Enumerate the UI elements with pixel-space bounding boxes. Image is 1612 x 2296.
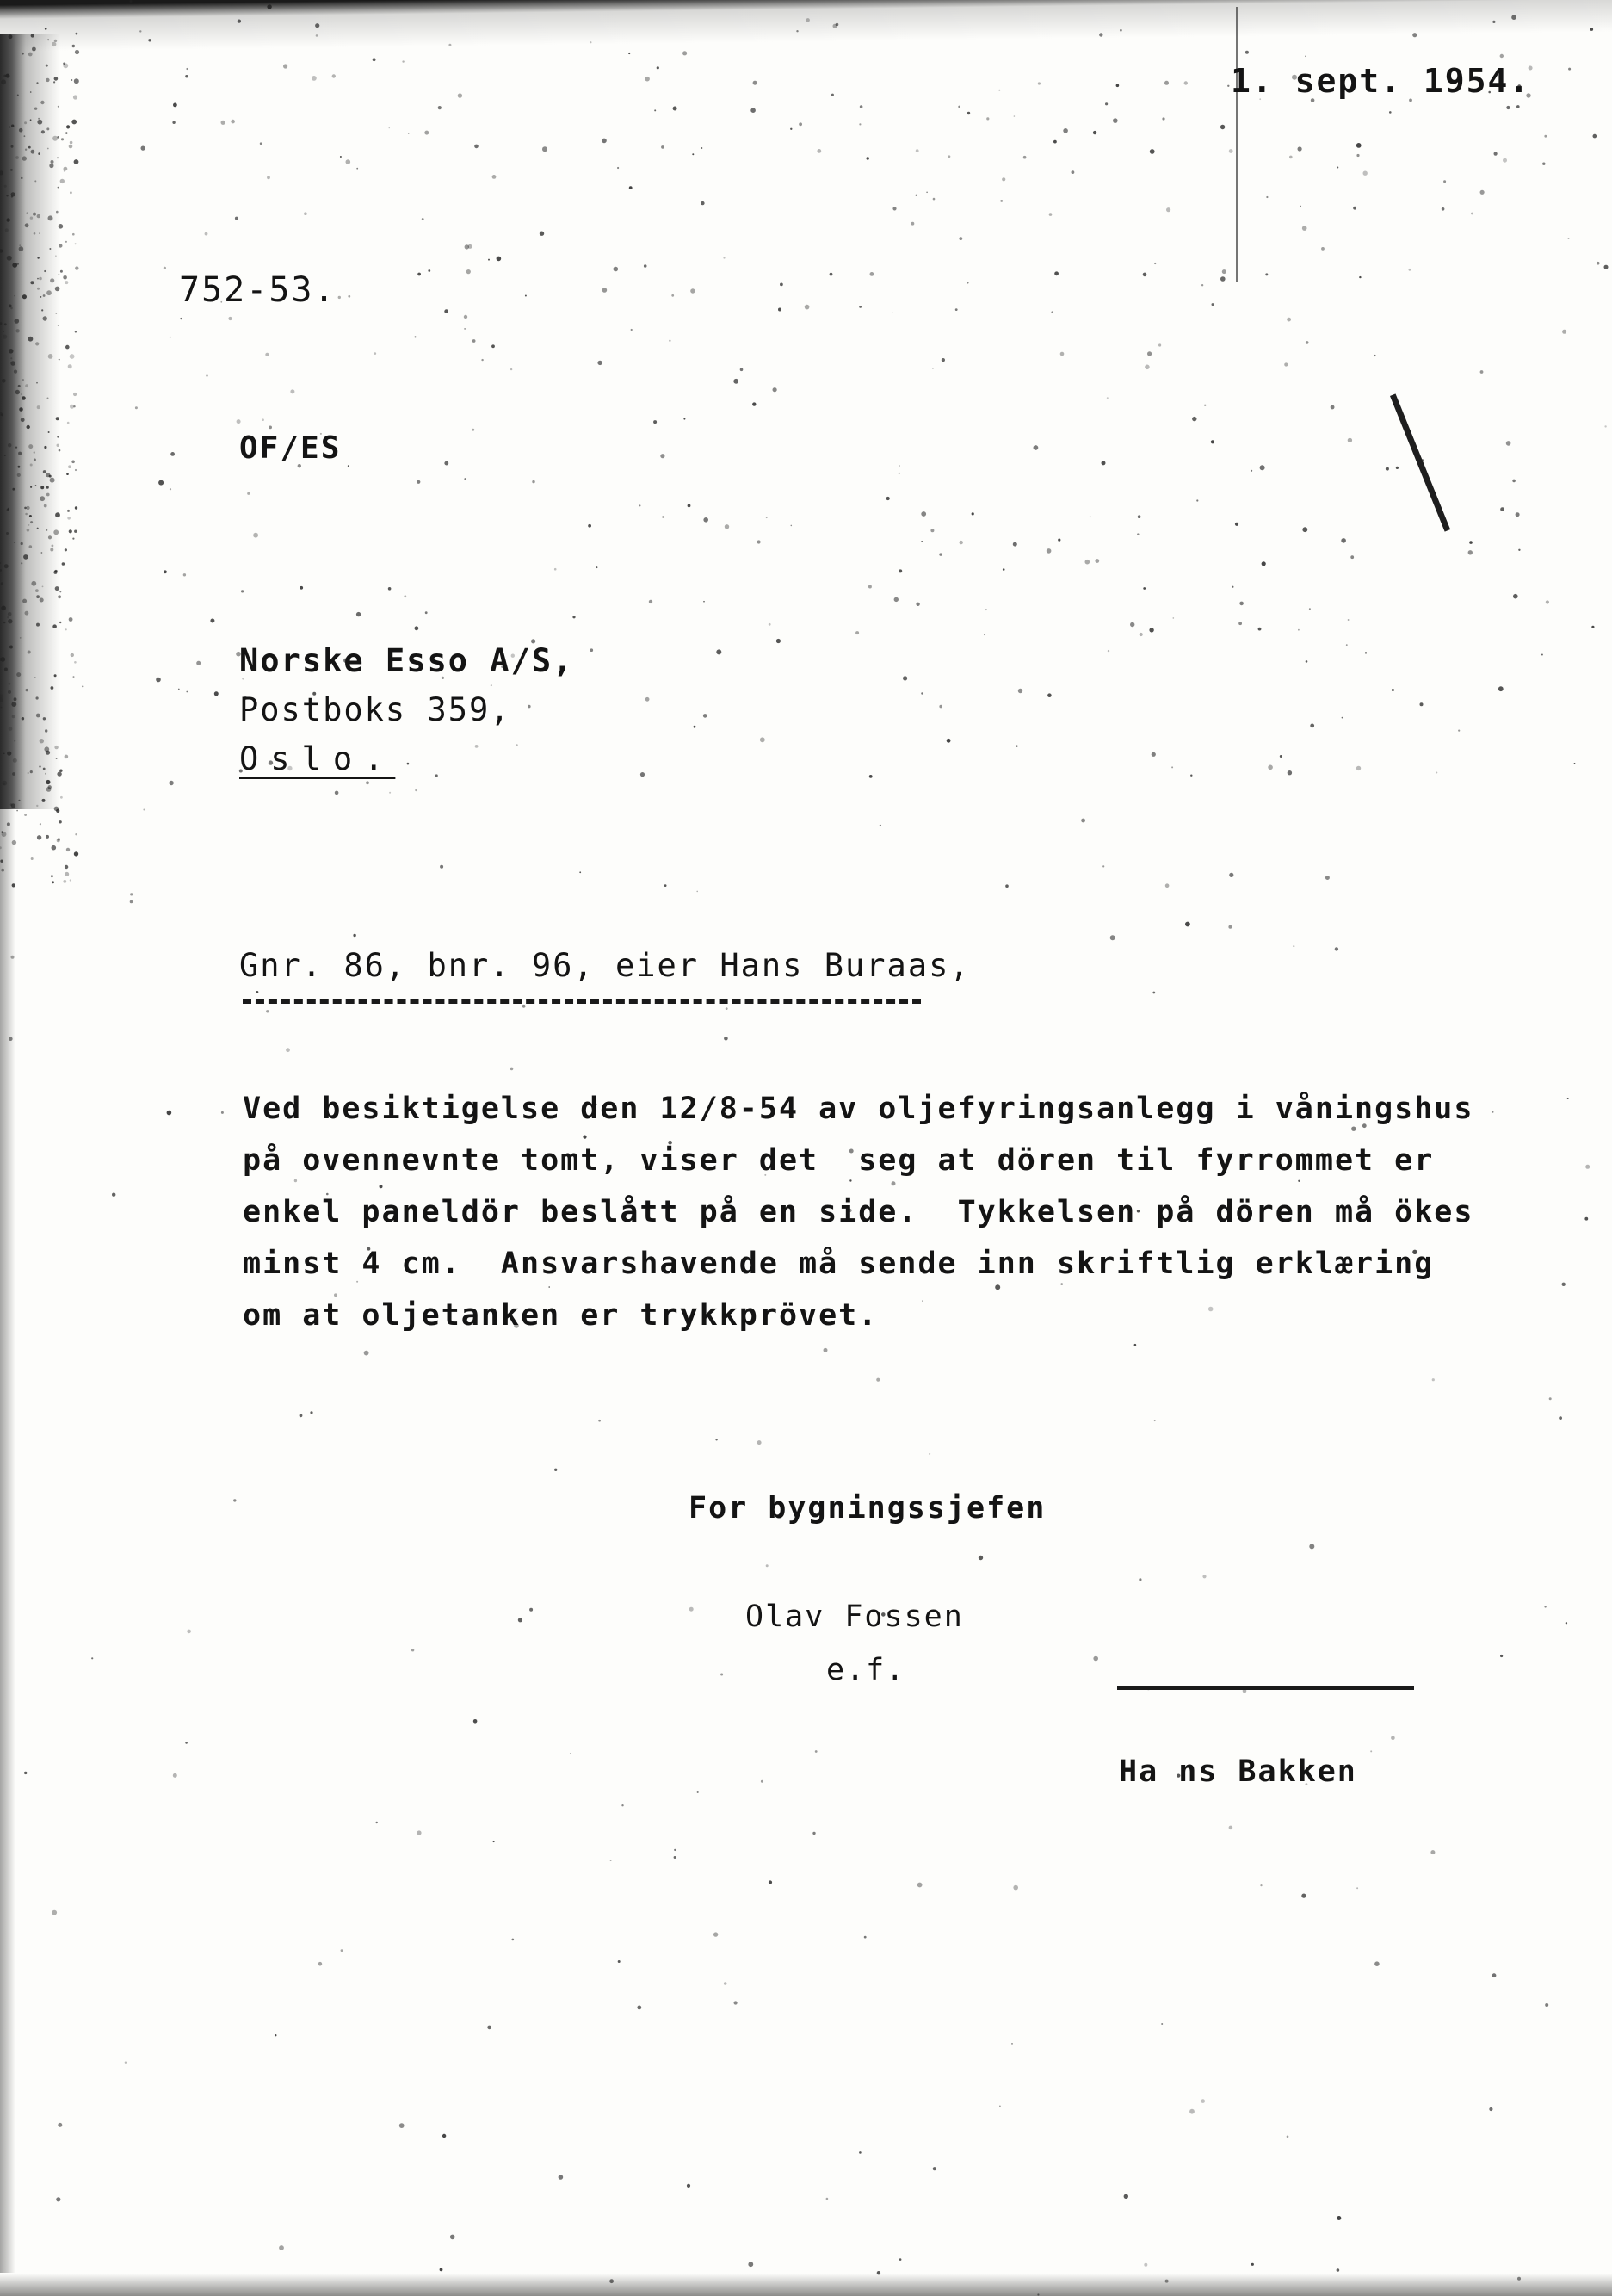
body-line: enkel paneldör beslått på en side. Tykkelsen på dören må ökes bbox=[243, 1195, 1474, 1229]
recipient-line-3: Oslo. bbox=[239, 740, 396, 777]
signature-name: Olav Fossen bbox=[745, 1600, 964, 1634]
signature-rule bbox=[1117, 1686, 1414, 1690]
second-signer-name: Ha ns Bakken bbox=[1119, 1754, 1357, 1789]
signature-for-line: For bygningssjefen bbox=[689, 1491, 1047, 1526]
signature-ef: e.f. bbox=[826, 1653, 906, 1687]
letter-date: 1. sept. 1954. bbox=[1231, 62, 1531, 100]
body-line: om at oljetanken er trykkprövet. bbox=[243, 1298, 879, 1333]
reference-number: 752-53. bbox=[179, 270, 337, 310]
body-line: minst 4 cm. Ansvarshavende må sende inn skriftlig erklæring bbox=[243, 1247, 1435, 1281]
recipient-line-1: Norske Esso A/S, bbox=[239, 642, 574, 679]
recipient-line-2: Postboks 359, bbox=[239, 691, 511, 728]
subject-line: Gnr. 86, bnr. 96, eier Hans Buraas, bbox=[239, 947, 971, 984]
body-line: på ovennevnte tomt, viser det seg at dören til fyrrommet er bbox=[243, 1143, 1435, 1178]
initials: OF/ES bbox=[239, 430, 342, 466]
body-line: Ved besiktigelse den 12/8-54 av oljefyringsanlegg i våningshus bbox=[243, 1092, 1474, 1126]
subject-underline bbox=[243, 999, 921, 1004]
